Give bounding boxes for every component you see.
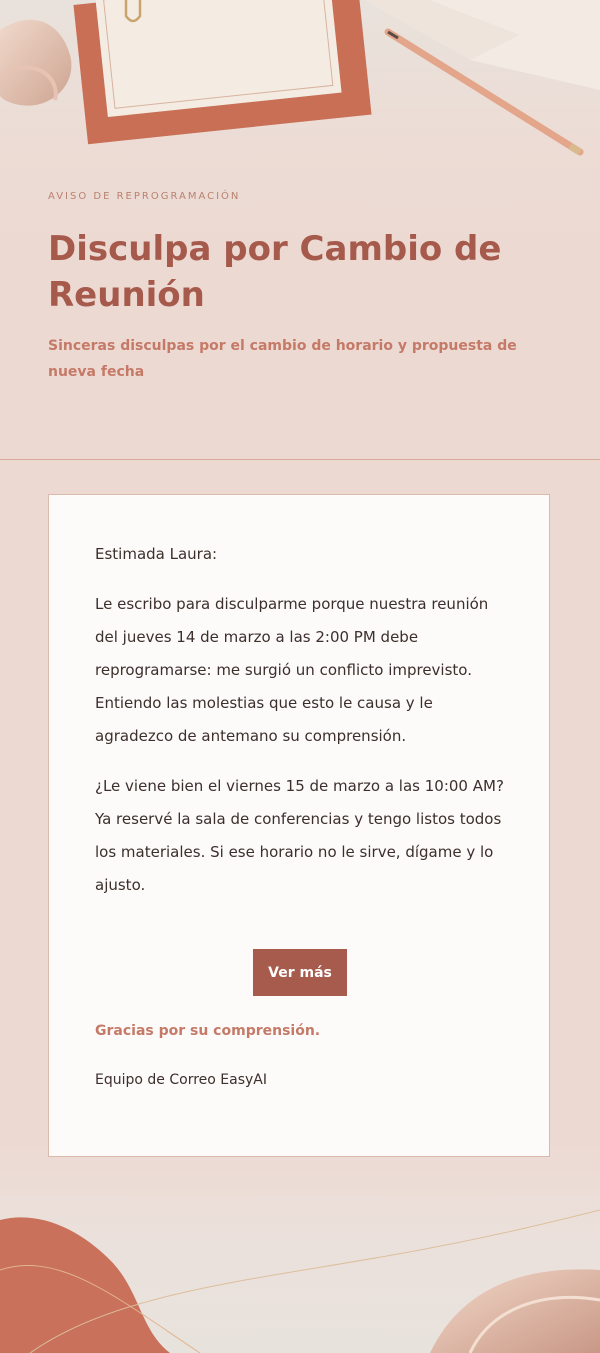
header-divider	[0, 459, 600, 460]
message-paragraph-2: ¿Le viene bien el viernes 15 de marzo a las 10:00 AM? Ya reservé la sala de conferencias y tengo listos todos los materiales. Si ese horario no le sirve, dígame y lo ajusto.	[95, 777, 504, 894]
message-paragraph-1: Le escribo para disculparme porque nuestra reunión del jueves 14 de marzo a las 2:00 PM debe reprogramarse: me surgió un conflicto imprevisto. Entiendo las molestias que esto le causa y le agradezco de antemano su comprensión.	[95, 595, 489, 745]
thanks-line: Gracias por su comprensión.	[95, 1023, 321, 1039]
header-stationery-illustration	[0, 0, 600, 260]
see-more-button[interactable]: Ver más	[253, 949, 347, 996]
footer-decoration-illustration	[0, 1140, 600, 1353]
page-subtitle: Sinceras disculpas por el cambio de horario y propuesta de nueva fecha	[48, 338, 517, 380]
greeting: Estimada Laura:	[95, 545, 218, 563]
page-title: Disculpa por Cambio de Reunión	[48, 229, 502, 315]
eyebrow-label: AVISO DE REPROGRAMACIÓN	[48, 191, 241, 202]
signature: Equipo de Correo EasyAI	[95, 1072, 267, 1088]
message-card	[48, 494, 550, 1157]
